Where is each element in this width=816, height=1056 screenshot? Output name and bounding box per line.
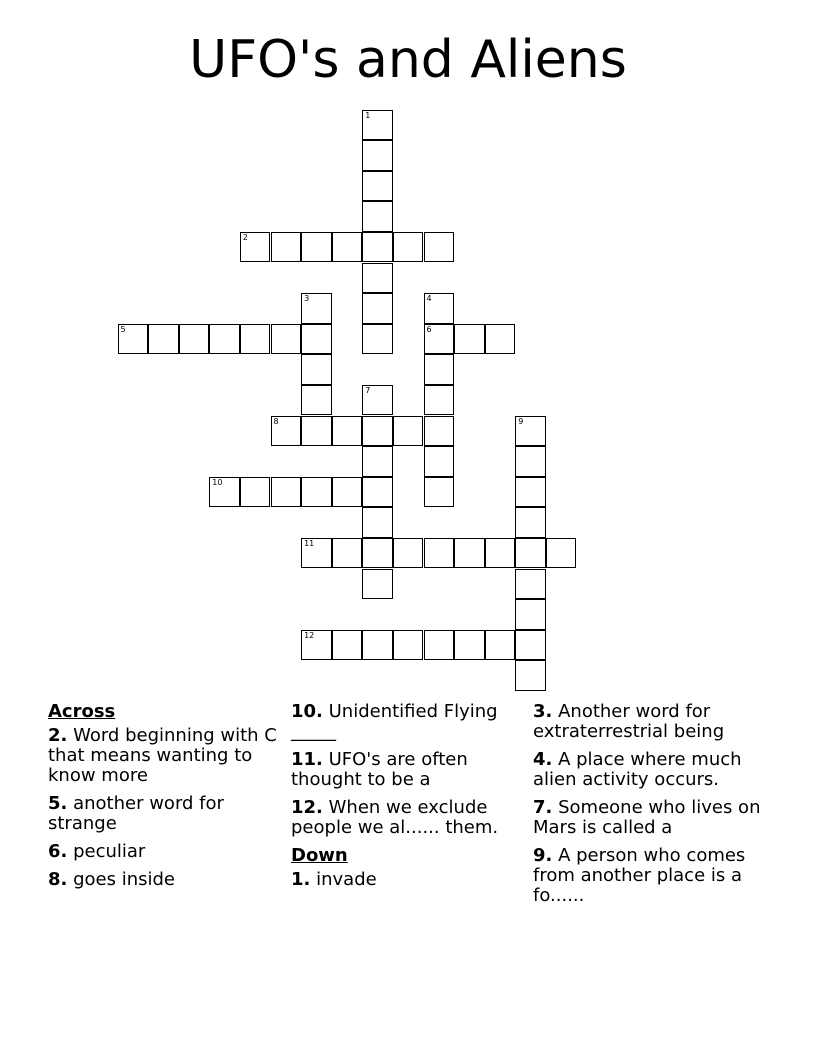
grid-cell[interactable] <box>362 416 393 447</box>
grid-cell[interactable] <box>362 538 393 569</box>
clue-item <box>48 870 280 890</box>
grid-cell[interactable] <box>240 477 271 508</box>
grid-cell[interactable] <box>301 416 332 447</box>
clue-text: A person who comes from another place is a fo...... <box>533 845 746 906</box>
grid-cell[interactable] <box>485 324 516 355</box>
grid-cell[interactable] <box>393 538 424 569</box>
grid-cell[interactable] <box>301 324 332 355</box>
clues-column-3 <box>533 702 765 914</box>
grid-cell[interactable] <box>332 232 363 263</box>
clue-number-label: 6. <box>48 841 68 862</box>
grid-cell[interactable] <box>332 416 363 447</box>
clue-item <box>291 750 523 790</box>
grid-cell[interactable] <box>515 630 546 661</box>
grid-cell[interactable] <box>362 324 393 355</box>
grid-cell[interactable] <box>362 110 393 141</box>
grid-cell[interactable] <box>424 477 455 508</box>
grid-cell[interactable] <box>362 140 393 171</box>
clue-number-label: 10. <box>291 701 323 722</box>
grid-cell[interactable] <box>515 477 546 508</box>
grid-cell[interactable] <box>362 446 393 477</box>
clue-number: 10 <box>212 477 223 487</box>
clue-text: When we exclude people we al...... them. <box>291 797 499 838</box>
grid-cell[interactable] <box>515 538 546 569</box>
grid-cell[interactable] <box>515 446 546 477</box>
clue-text: peculiar <box>67 841 146 862</box>
clue-item <box>291 798 523 838</box>
grid-cell[interactable] <box>485 630 516 661</box>
clue-number: 2 <box>242 232 248 242</box>
grid-cell[interactable] <box>362 293 393 324</box>
grid-cell[interactable] <box>301 385 332 416</box>
clue-number: 4 <box>426 294 432 304</box>
clue-number-label: 12. <box>291 797 323 818</box>
grid-cell[interactable] <box>362 385 393 416</box>
grid-cell[interactable] <box>454 538 485 569</box>
grid-cell[interactable] <box>424 630 455 661</box>
grid-cell[interactable] <box>362 263 393 294</box>
clue-number-label: 9. <box>533 845 553 866</box>
down-heading: Down <box>291 845 348 866</box>
grid-cell[interactable] <box>515 416 546 447</box>
grid-cell[interactable] <box>454 324 485 355</box>
grid-cell[interactable] <box>332 630 363 661</box>
grid-cell[interactable] <box>301 477 332 508</box>
grid-cell[interactable] <box>362 569 393 600</box>
clue-number: 5 <box>120 324 126 334</box>
clue-number-label: 7. <box>533 797 553 818</box>
clues-column-1 <box>48 702 280 898</box>
grid-cell[interactable] <box>393 416 424 447</box>
clue-number-label: 3. <box>533 701 553 722</box>
grid-cell[interactable] <box>485 538 516 569</box>
clue-text: Someone who lives on Mars is called a <box>533 797 761 838</box>
clue-number-label: 11. <box>291 749 323 770</box>
puzzle-title: UFO's and Aliens <box>189 30 627 90</box>
clue-item <box>291 870 523 890</box>
grid-cell[interactable] <box>515 660 546 691</box>
clue-number: 12 <box>304 630 315 640</box>
grid-cell[interactable] <box>424 354 455 385</box>
grid-cell[interactable] <box>362 171 393 202</box>
grid-cell[interactable] <box>240 232 271 263</box>
grid-cell[interactable] <box>271 416 302 447</box>
grid-cell[interactable] <box>424 446 455 477</box>
grid-cell[interactable] <box>301 354 332 385</box>
clue-number: 11 <box>304 538 315 548</box>
grid-cell[interactable] <box>301 630 332 661</box>
clue-item <box>48 794 280 834</box>
grid-cell[interactable] <box>454 630 485 661</box>
grid-cell[interactable] <box>301 538 332 569</box>
grid-cell[interactable] <box>362 477 393 508</box>
clue-number-label: 1. <box>291 869 311 890</box>
clue-number: 8 <box>273 416 279 426</box>
clue-text: goes inside <box>67 869 175 890</box>
grid-cell[interactable] <box>424 385 455 416</box>
clue-text: invade <box>310 869 377 890</box>
clue-number: 1 <box>365 110 371 120</box>
clue-number: 6 <box>426 324 432 334</box>
clue-number: 3 <box>304 294 310 304</box>
grid-cell[interactable] <box>271 477 302 508</box>
clue-number: 9 <box>518 416 524 426</box>
clue-item <box>533 702 765 742</box>
clue-text: Word beginning with C that means wanting to know more <box>48 725 277 786</box>
clue-item <box>533 846 765 906</box>
grid-cell[interactable] <box>393 630 424 661</box>
grid-cell[interactable] <box>148 324 179 355</box>
grid-cell[interactable] <box>515 569 546 600</box>
clue-number-label: 8. <box>48 869 68 890</box>
grid-cell[interactable] <box>424 538 455 569</box>
clue-item <box>533 798 765 838</box>
grid-cell[interactable] <box>332 538 363 569</box>
grid-cell[interactable] <box>424 416 455 447</box>
grid-cell[interactable] <box>362 507 393 538</box>
grid-cell[interactable] <box>301 293 332 324</box>
grid-cell[interactable] <box>301 232 332 263</box>
clue-text: another word for strange <box>48 793 224 834</box>
clue-number-label: 2. <box>48 725 68 746</box>
grid-cell[interactable] <box>362 630 393 661</box>
clue-text: Another word for extraterrestrial being <box>533 701 725 742</box>
clue-text: A place where much alien activity occurs. <box>533 749 742 790</box>
clue-number-label: 4. <box>533 749 553 770</box>
clue-item <box>48 726 280 786</box>
across-heading: Across <box>48 701 116 722</box>
clue-item <box>48 842 280 862</box>
grid-cell[interactable] <box>179 324 210 355</box>
grid-cell[interactable] <box>424 324 455 355</box>
grid-cell[interactable] <box>515 599 546 630</box>
grid-cell[interactable] <box>271 324 302 355</box>
grid-cell[interactable] <box>515 507 546 538</box>
grid-cell[interactable] <box>424 232 455 263</box>
clue-item <box>533 750 765 790</box>
grid-cell[interactable] <box>209 324 240 355</box>
grid-cell[interactable] <box>118 324 149 355</box>
clue-number-label: 5. <box>48 793 68 814</box>
clue-text: Unidentified Flying _____ <box>291 701 498 742</box>
clue-text: UFO's are often thought to be a <box>291 749 468 790</box>
clue-item <box>291 702 523 742</box>
clues-column-2 <box>291 702 523 898</box>
grid-cell[interactable] <box>240 324 271 355</box>
grid-cell[interactable] <box>393 232 424 263</box>
grid-cell[interactable] <box>362 201 393 232</box>
grid-cell[interactable] <box>209 477 240 508</box>
grid-cell[interactable] <box>271 232 302 263</box>
grid-cell[interactable] <box>362 232 393 263</box>
grid-cell[interactable] <box>546 538 577 569</box>
grid-cell[interactable] <box>424 293 455 324</box>
clue-number: 7 <box>365 385 371 395</box>
grid-cell[interactable] <box>332 477 363 508</box>
